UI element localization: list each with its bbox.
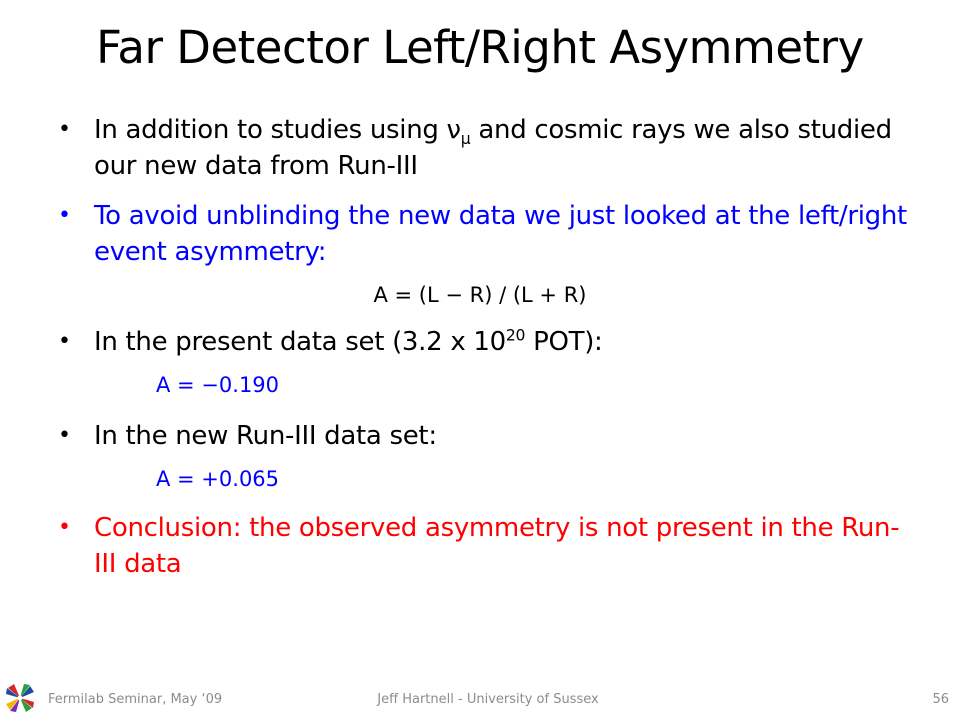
present-asymmetry-value: A = −0.190 <box>156 373 280 397</box>
bullet-text: POT): <box>525 327 603 357</box>
bullet-text: Conclusion: the observed asymmetry is not present in the Run-III data <box>94 513 900 579</box>
bullet-unblinding <box>56 198 916 270</box>
bullet-marker: • <box>58 203 71 228</box>
bullet-text: To avoid unblinding the new data we just looked at the left/right event asymmetry: <box>94 201 907 267</box>
footer-author: Jeff Hartnell - University of Sussex <box>377 692 599 707</box>
minos-logo-icon <box>4 682 36 714</box>
page-number: 56 <box>932 692 949 707</box>
slide-title: Far Detector Left/Right Asymmetry <box>96 21 864 74</box>
bullet-list <box>56 112 916 582</box>
exponent-superscript: 20 <box>505 326 526 345</box>
bullet-present-data <box>56 324 916 360</box>
bullet-studies <box>56 112 916 184</box>
bullet-text: and cosmic rays we also studied our new data from Run-III <box>94 115 892 181</box>
bullet-marker: • <box>58 515 71 540</box>
asymmetry-formula: A = (L − R) / (L + R) <box>373 283 587 307</box>
footer-event: Fermilab Seminar, May ‘09 <box>48 692 223 707</box>
run3-asymmetry-value: A = +0.065 <box>156 467 280 491</box>
mu-subscript: μ <box>460 130 471 149</box>
bullet-marker: • <box>58 117 71 142</box>
bullet-text: In the present data set (3.2 x 10 <box>94 327 506 357</box>
bullet-text: In addition to studies using ν <box>94 115 461 145</box>
bullet-run3-data <box>56 418 916 454</box>
bullet-marker: • <box>58 423 71 448</box>
bullet-marker: • <box>58 329 71 354</box>
bullet-text: In the new Run-III data set: <box>94 421 437 451</box>
bullet-conclusion <box>56 510 916 582</box>
